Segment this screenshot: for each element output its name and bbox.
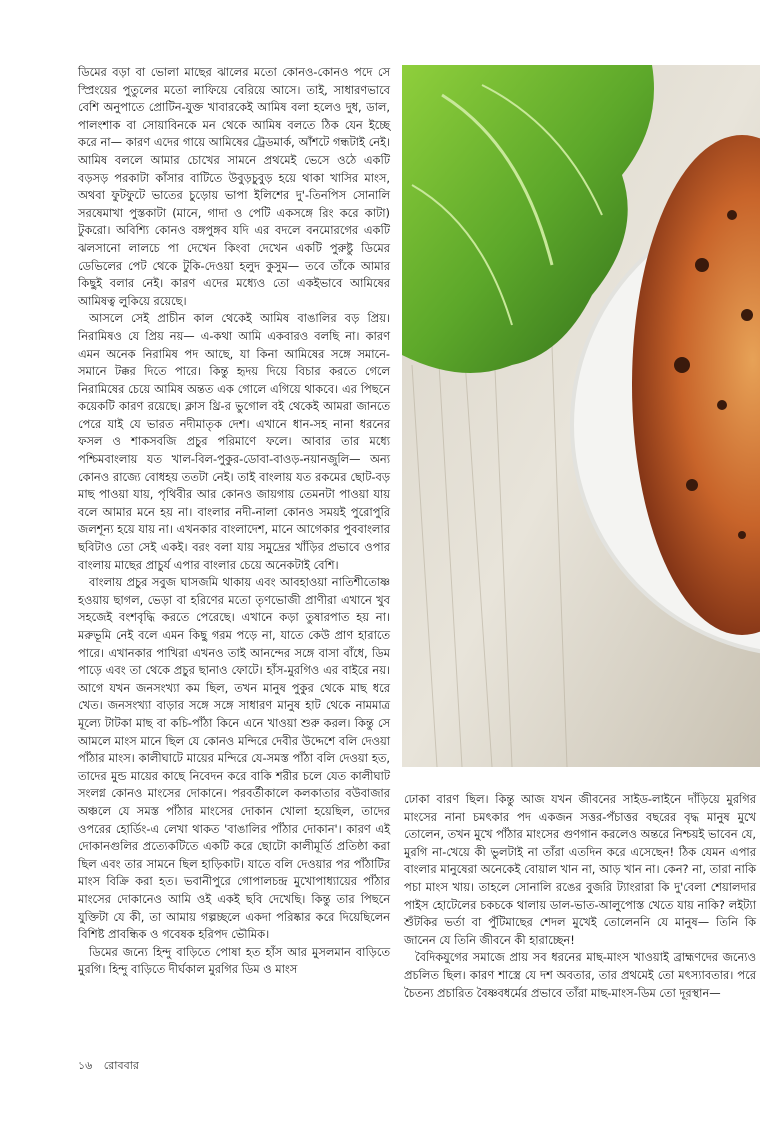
page-number: ১৬ — [78, 1059, 93, 1072]
paragraph: ঢোকা বারণ ছিল। কিন্তু আজ যখন জীবনের সাইড-লাইনে দাঁড়িয়ে মুরগির মাংসের নানা চমৎকার পদ একজন সত্তর-পঁচাত্তর বছরের বৃদ্ধ মানুষ মুখে তোলেন, তখন মুখে পাঁঠার মাংসের গুণগান করলেও অন্তরে নিশ্চয়ই ভাবেন যে, মুরগি না-খেয়ে কী ভুলটাই না তাঁরা এতদিন করে এসেছেন! ঠিক যেমন এপার বাংলার মানুষেরা অনেকেই বোয়াল খান না, আড় খান না। কেন? না, তারা নাকি পচা মাংস খায়। তাহলে সোনালি রঙের বুজরি ট্যাংরারা কি দু'বেলা শেয়ালদার পাইস হোটেলের চকচকে থালায় ডাল-ভাত-আলুপোস্ত খেতে যায় নাকি? লইট্যা শুঁটকির ভর্তা বা পুঁটিমাছের শেদল মুখেই তোলেননি যে মানুষ— তিনি কি জানেন যে তিনি জীবনে কী হারাচ্ছেন! — [404, 792, 756, 947]
page-footer — [78, 1057, 147, 1076]
paragraph: বৈদিকযুগের সমাজে প্রায় সব ধরনের মাছ-মাংস খাওয়াই ব্রাহ্মণদের জন্যেও প্রচলিত ছিল। কারণ শাস্ত্রে যে দশ অবতার, তার প্রথমেই তো মৎস্যাবতার। পরে চৈতন্য প্রচারিত বৈষ্ণবধর্মের প্রভাবে তাঁরা মাছ-মাংস-ডিম তো দূরস্থান— — [404, 950, 756, 1000]
left-text-column — [78, 64, 390, 979]
paragraph: ডিমের জন্যে হিন্দু বাড়িতে পোষা হত হাঁস আর মুসলমান বাড়িতে মুরগি। হিন্দু বাড়িতে দীর্ঘকাল মুরগির ডিম ও মাংস — [78, 944, 390, 977]
food-photo — [402, 65, 760, 767]
paragraph: ডিমের বড়া বা ভোলা মাছের ঝালের মতো কোনও-কোনও পদে সে স্প্রিংয়ের পুতুলের মতো লাফিয়ে বেরিয়ে আসে। তাই, সাধারণভাবে বেশি অনুপাতে প্রোটিন-যুক্ত খাবারকেই আমিষ বলা হলেও দুধ, ডাল, পালংশাক বা সোয়াবিনকে মন থেকে আমিষ বলতে ঠিক যেন ইচ্ছে করে না— কারণ এদের গায়ে আমিষের ট্রেডমার্ক, আঁশটে গন্ধটাই নেই। আমিষ বললে আমার চোখের সামনে প্রথমেই ভেসে ওঠে একটি বড়সড় পরকাটা কাঁসার বাটিতে উবুড়চুবুড় হয়ে থাকা খাসির মাংস, অথবা ফুটফুটে ভাতের চুড়োয় ভাপা ইলিশের দু'-তিনপিস সোনালি সরষেমাখা পুস্তকাটা (মানে, গাদা ও পেটি একসঙ্গে রিং করে কাটা) টুকরো। অবিশ্যি কোনও বঙ্গপুঙ্গব যদি এর বদলে বনমোরগের একটি ঝলসানো লালচে পা দেখেন কিংবা দেখেন একটি পুরুষ্টু ডিমের ডেভিলের পেট থেকে টুকি-দেওয়া হলুদ কুসুম— তবে তাঁকে আমার কিছুই বলার নেই। কারণ এদের মধ্যেও তো একইভাবে আমিষের আমিষত্ব লুকিয়ে রয়েছে। — [78, 65, 390, 308]
paragraph: বাংলায় প্রচুর সবুজ ঘাসজমি থাকায় এবং আবহাওয়া নাতিশীতোষ্ণ হওয়ায় ছাগল, ভেড়া বা হরিণের মতো তৃণভোজী প্রাণীরা এখানে খুব সহজেই বংশবৃদ্ধি করতে পেরেছে। এখানে কড়া তুষারপাত হয় না। মরুভূমি নেই বলে এমন কিছু গরম পড়ে না, যাতে কেউ প্রাণ হারাতে পারে। এখানকার পাখিরা এখনও তাই আনন্দের সঙ্গে বাসা বাঁধে, ডিম পাড়ে এবং তা থেকে প্রচুর ছানাও ফোটে। হাঁস-মুরগিও এর বাইরে নয়। আগে যখন জনসংখ্যা কম ছিল, তখন মানুষ পুকুর থেকে মাছ ধরে খেত। জনসংখ্যা বাড়ার সঙ্গে সঙ্গে সাধারণ মানুষ হাট থেকে নামমাত্র মূল্যে টাটকা মাছ বা কচি-পাঁঠা কিনে এনে খাওয়া শুরু করল। কিন্তু সে আমলে মাংস মানে ছিল যে কোনও মন্দিরে দেবীর উদ্দেশে বলি দেওয়া পাঁঠার মাংস। কালীঘাটে মায়ের মন্দিরে যে-সমস্ত পাঁঠা বলি দেওয়া হত, তাদের মুন্ড মায়ের কাছে নিবেদন করে বাকি শরীর চলে যেত কালীঘাট সংলগ্ন কোনও মাংসের দোকানে। পরবর্তীকালে কলকাতার বউবাজার অঞ্চলে যে সমস্ত পাঁঠার মাংসের দোকান খোলা হয়েছিল, তাদের ওপরের হোর্ডিং-এ লেখা থাকত 'বাঙালির পাঁঠার দোকান'। কারণ এই দোকানগুলির প্রত্যেকটিতে একটি করে ছোটো কালীমূর্তি প্রতিষ্ঠা করা ছিল এবং তার সামনে ছিল হাড়িকাট। যাতে বলি দেওয়ার পর পাঁঠাটির মাংস বিক্রি করা হত। ভবানীপুরে গোপালচন্দ্র মুখোপাধ্যায়ের পাঁঠার মাংসের দোকানেও আমি ওই একই ছবি দেখেছি। কিন্তু তার পিছনে যুক্তিটা যে কী, তা আমায় গল্পচ্ছলে একদা পরিষ্কার করে দিয়েছিলেন বিশিষ্ট প্রাবন্ধিক ও গবেষক হরিপদ ভৌমিক। — [78, 575, 390, 942]
magazine-name: রোববার — [103, 1059, 139, 1072]
paragraph: আসলে সেই প্রাচীন কাল থেকেই আমিষ বাঙালির বড় প্রিয়। নিরামিষও যে প্রিয় নয়— এ-কথা আমি একবারও বলছি না। কারণ এমন অনেক নিরামিষ পদ আছে, যা কিনা আমিষের সঙ্গে সমানে-সমানে টক্কর দিতে পারে। কিন্তু হৃদয় দিয়ে বিচার করতে গেলে নিরামিষের চেয়ে আমিষ অন্তত এক গোলে এগিয়ে থাকবে। এর পিছনে কয়েকটি কারণ রয়েছে। ক্লাস থ্রি-র ভুগোল বই থেকেই আমরা জানতে পেরে যাই যে ভারত নদীমাতৃক দেশ। এখানে ধান-সহ নানা ধরনের ফসল ও শাকসবজি প্রচুর পরিমাণে ফলে। আবার তার মধ্যে পশ্চিমবাংলায় যত খাল-বিল-পুকুর-ডোবা-বাওড়-নয়ানজুলি— অন্য কোনও রাজ্যে বোধহয় ততটা নেই। তাই বাংলায় যত রকমের ছোট-বড় মাছ পাওয়া যায়, পৃথিবীর আর কোনও জায়গায় তেমনটা পাওয়া যায় বলে আমার মনে হয় না। বাংলার নদী-নালা কোনও সময়ই পুরোপুরি জলশূন্য হয়ে যায় না। এখনকার বাংলাদেশ, মানে আগেকার পুববাংলার ছবিটাও তো সেই একই। বরং বলা যায় সমুদ্রের খাঁড়ির প্রভাবে ওপার বাংলায় মাছের প্রাচুর্য এপার বাংলার চেয়ে অনেকটাই বেশি। — [78, 311, 390, 572]
right-text-column — [404, 791, 756, 1002]
